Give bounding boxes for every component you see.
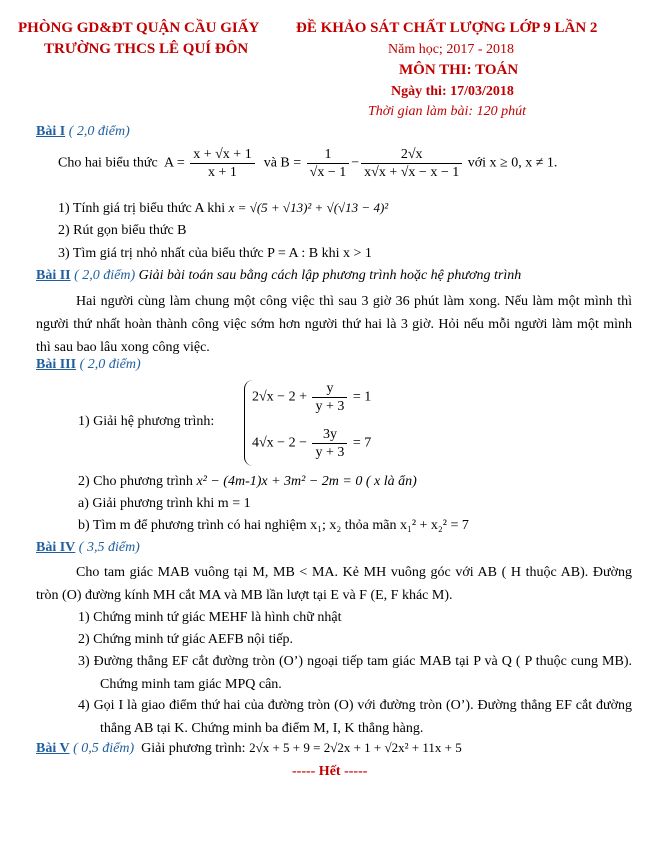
bai1-q1-line	[58, 200, 388, 217]
bai4-text: Cho tam giác MAB vuông tại M, MB < MA. Kẻ MH vuông góc với AB ( H thuộc AB). Đường tròn (O) đường kính MH cắt MA và MB lần lượt tại E và F (E, F khác M).	[36, 565, 632, 603]
bai2-text: Hai người cùng làm chung một công việc thì sau 3 giờ 36 phút làm xong. Nếu làm một mình thì người thứ nhất hoàn thành công việc sớm hơn người thứ hai là 3 giờ. Hỏi nếu mỗi người làm một mình thì sau bao lâu xong công việc.	[36, 294, 632, 355]
school-name: TRƯỜNG THCS LÊ QUÍ ĐÔN	[44, 41, 249, 57]
bai5-points: ( 0,5 điểm)	[73, 741, 135, 756]
eq2-fraction	[312, 426, 347, 461]
dept-name: PHÒNG GD&ĐT QUẬN CẦU GIẤY	[18, 20, 260, 36]
eq1-den: y + 3	[315, 399, 345, 414]
eq1-right: = 1	[352, 389, 372, 405]
bai4-q2: 2) Chứng minh tứ giác AEFB nội tiếp.	[78, 632, 294, 647]
bai4-q1: 1) Chứng minh tứ giác MEHF là hình chữ nhật	[78, 610, 342, 625]
expr-a-num: x + √x + 1	[190, 146, 254, 164]
eq2-left: 4√x − 2 −	[252, 435, 307, 451]
expr-b2-num: 2√x	[361, 146, 462, 164]
expr-a-fraction	[190, 146, 254, 181]
eq2-num: 3y	[312, 426, 347, 444]
system-eq1	[252, 380, 371, 415]
bai3-title: Bài III	[36, 357, 77, 372]
bai5-line	[36, 740, 462, 757]
expr-b1-den: √x − 1	[309, 165, 347, 180]
bai1-title: Bài I	[36, 124, 66, 139]
expr-b-fraction-1	[307, 146, 350, 181]
exam-duration: Thời gian làm bài: 120 phút	[368, 104, 526, 119]
bai1-points: ( 2,0 điểm)	[68, 124, 130, 139]
exam-date: Ngày thi: 17/03/2018	[391, 84, 514, 99]
bai3-q1: 1) Giải hệ phương trình:	[78, 414, 215, 429]
expr-b-fraction-2	[361, 146, 462, 181]
eq1-left: 2√x − 2 +	[252, 389, 307, 405]
bai3-points: ( 2,0 điểm)	[79, 357, 141, 372]
footer-end: ----- Hết -----	[292, 764, 368, 779]
system-eq2	[252, 426, 371, 461]
bai5-expr: 2√x + 5 + 9 = 2√2x + 1 + √2x² + 11x + 5	[249, 740, 462, 755]
expr-a-label: A =	[163, 155, 185, 171]
bai3-q2: 2) Cho phương trình	[78, 474, 193, 489]
expr-a-den: x + 1	[208, 165, 237, 180]
bai2-points: ( 2,0 điểm)	[74, 268, 136, 283]
bai1-q3: 3) Tìm giá trị nhỏ nhất của biểu thức P = A : B khi x > 1	[58, 246, 372, 261]
bai2-instruction: Giải bài toán sau bằng cách lập phương trình hoặc hệ phương trình	[138, 268, 522, 283]
bai1-expressions: Cho hai biểu thức A = $\frac{x + √x + 1}{x + 1}$ và B = $\frac{1}{√x - 1}$ − $\frac{2√x}{x√x + √x - x - 1}$ với x ≥ 0, x ≠ 1.	[58, 147, 558, 180]
eq2-right: = 7	[352, 435, 372, 451]
bai1-intro: Cho hai biểu thức	[58, 155, 158, 171]
bai1-heading	[36, 124, 130, 140]
bai4-q4: 4) Gọi I là giao điểm thứ hai của đường tròn (O) với đường tròn (O’). Đường thẳng EF cắt đường thẳng AB tại K. Chứng minh ba điểm M, I, K thẳng hàng.	[78, 698, 632, 736]
bai3-heading	[36, 357, 141, 373]
expr-b1-num: 1	[307, 146, 350, 164]
school-year: Năm học; 2017 - 2018	[388, 42, 514, 57]
bai5-title: Bài V	[36, 741, 70, 756]
bai2-title: Bài II	[36, 268, 71, 283]
bai1-q1: 1) Tính giá trị biểu thức A khi	[58, 201, 226, 216]
expr-b-label: B =	[280, 155, 302, 171]
and-word: và	[263, 155, 277, 171]
bai3-qb: b) Tìm m để phương trình có hai nghiệm x₁; x₂ thỏa mãn x₁² + x₂² = 7	[78, 518, 469, 533]
bai4-title: Bài IV	[36, 540, 76, 555]
bai5-text: Giải phương trình:	[141, 741, 246, 756]
eq1-fraction	[312, 380, 347, 415]
bai2-heading	[36, 268, 521, 284]
subject: MÔN THI: TOÁN	[399, 62, 519, 78]
bai3-qa: a) Giải phương trình khi m = 1	[78, 496, 251, 511]
bai3-q2-expr: x² − (4m-1)x + 3m² − 2m = 0	[196, 474, 363, 489]
bai4-q3: 3) Đường thẳng EF cắt đường tròn (O’) ngoại tiếp tam giác MAB tại P và Q ( P thuộc cung MB). Chứng minh tam giác MPQ cân.	[78, 654, 632, 692]
expr-b2-den: x√x + √x − x − 1	[364, 165, 460, 180]
eq1-num: y	[312, 380, 347, 398]
exam-title: ĐỀ KHẢO SÁT CHẤT LƯỢNG LỚP 9 LẦN 2	[296, 20, 598, 36]
bai3-q2-note: ( x là ẩn)	[365, 474, 417, 489]
eq2-den: y + 3	[315, 445, 345, 460]
bai4-heading	[36, 540, 140, 556]
bai1-q1-expr: x = √(5 + √13)² + √(√13 − 4)²	[228, 200, 389, 215]
bai1-q2: 2) Rút gọn biểu thức B	[58, 223, 187, 238]
condition: với x ≥ 0, x ≠ 1.	[467, 155, 558, 171]
bai4-points: ( 3,5 điểm)	[78, 540, 140, 555]
bai3-q2-line	[78, 474, 417, 490]
